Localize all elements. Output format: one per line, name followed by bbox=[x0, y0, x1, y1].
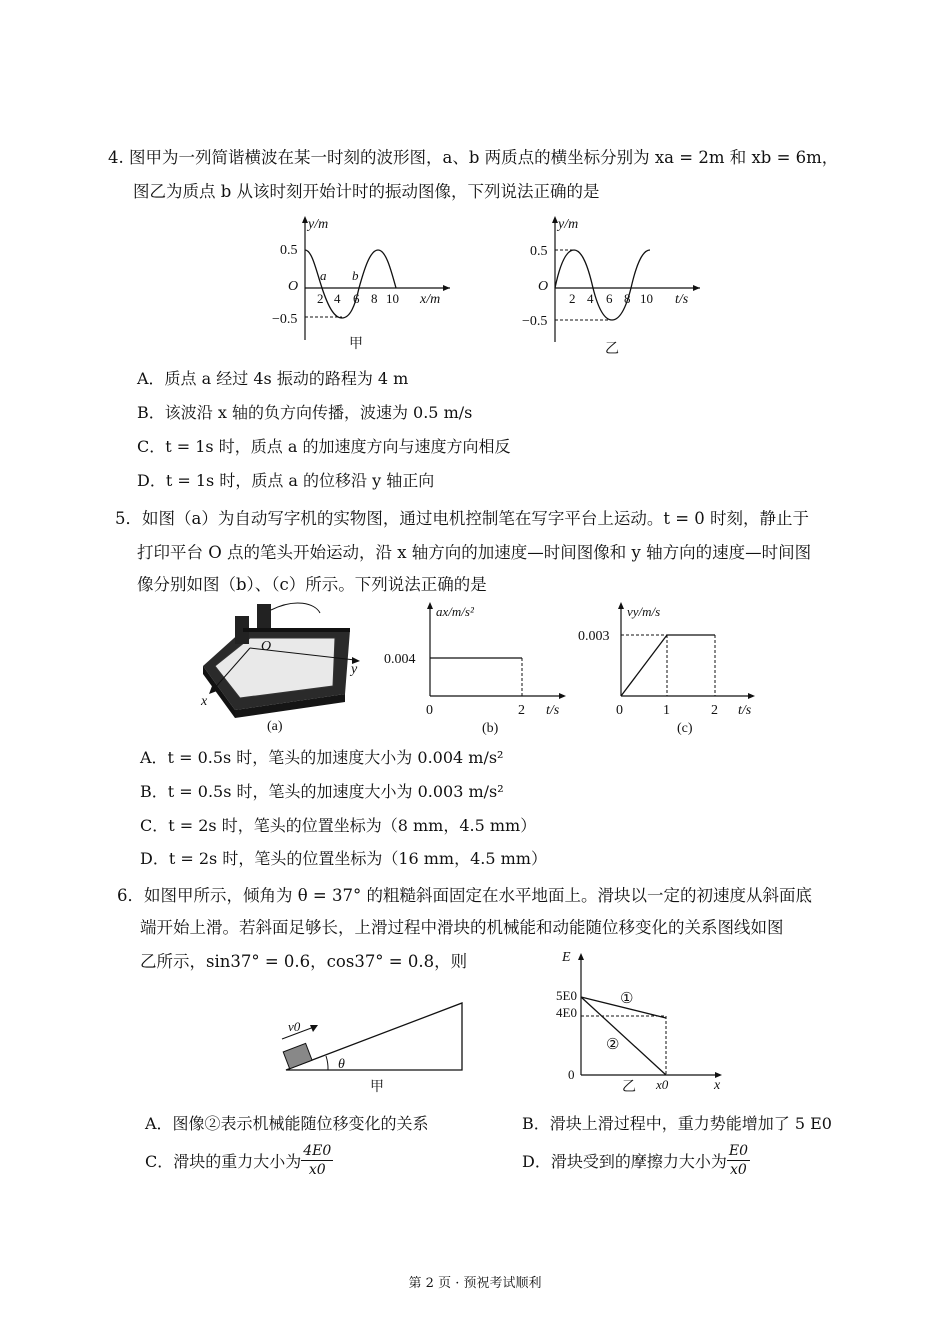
x-axis-arrow bbox=[443, 285, 450, 291]
page-footer: 第 2 页 · 预祝考试顺利 bbox=[408, 1276, 542, 1291]
q5-stem-line3: 像分别如图（b）、（c）所示。下列说法正确的是 bbox=[137, 575, 487, 594]
q5-option-c: C．t = 2s 时，笔头的位置坐标为（8 mm，4.5 mm） bbox=[140, 816, 537, 835]
tick-2: 2 bbox=[317, 291, 324, 306]
t-axis-label: t/s bbox=[675, 292, 689, 307]
q4-option-a: A．质点 a 经过 4s 振动的路程为 4 m bbox=[137, 369, 409, 388]
figure-caption: (c) bbox=[677, 721, 693, 736]
q5-figure-b bbox=[382, 598, 572, 738]
q4-figure-yi bbox=[520, 210, 710, 360]
q4-figure-jia bbox=[270, 210, 460, 355]
q6-option-c bbox=[145, 1142, 333, 1179]
value-label: 0.004 bbox=[384, 652, 416, 667]
q4-option-b: B．该波沿 x 轴的负方向传播，波速为 0.5 m/s bbox=[137, 403, 473, 422]
origin-label: O bbox=[538, 279, 549, 294]
tick-4: 4 bbox=[334, 291, 341, 306]
a-axis-label: ax/m/s² bbox=[436, 604, 474, 619]
fraction-denominator: x0 bbox=[730, 1162, 747, 1178]
q4-option-d: D．t = 1s 时，质点 a 的位移沿 y 轴正向 bbox=[137, 471, 435, 490]
q6-option-a: A．图像②表示机械能随位移变化的关系 bbox=[145, 1114, 429, 1133]
q5-stem-line1: 5．如图（a）为自动写字机的实物图，通过电机控制笔在写字平台上运动。t = 0 时刻，静止于 bbox=[115, 509, 810, 528]
q5-option-b: B．t = 0.5s 时，笔头的加速度大小为 0.003 m/s² bbox=[140, 782, 504, 801]
tick-1: 1 bbox=[663, 703, 670, 718]
tick-2: 2 bbox=[518, 703, 525, 718]
option-d-text: D．滑块受到的摩擦力大小为 bbox=[522, 1152, 727, 1171]
x-axis-label: x bbox=[714, 1078, 721, 1093]
figure-caption: (a) bbox=[267, 719, 283, 734]
q5-figure-a-machine bbox=[195, 598, 375, 738]
tick-6: 6 bbox=[606, 291, 613, 306]
q5-stem-line2: 打印平台 O 点的笔头开始运动，沿 x 轴方向的加速度—时间图像和 y 轴方向的速度—时间图 bbox=[137, 543, 812, 562]
q6-stem-line2: 端开始上滑。若斜面足够长，上滑过程中滑块的机械能和动能随位移变化的关系图线如图 bbox=[140, 918, 784, 937]
v-axis-arrow bbox=[618, 602, 624, 609]
q5-figure-c bbox=[575, 598, 765, 738]
velocity-ramp bbox=[621, 635, 667, 696]
curve-2-label: ② bbox=[606, 1037, 620, 1053]
q6-option-b: B．滑块上滑过程中，重力势能增加了 5 E0 bbox=[522, 1114, 832, 1133]
figure-caption: 乙 bbox=[605, 342, 619, 357]
cable bbox=[271, 603, 320, 613]
t-axis-arrow bbox=[748, 693, 755, 699]
e-axis-arrow bbox=[578, 953, 584, 960]
tick-2: 2 bbox=[711, 703, 718, 718]
slider-block bbox=[283, 1043, 312, 1068]
x0-label: x0 bbox=[656, 1077, 669, 1092]
theta-label: θ bbox=[338, 1057, 345, 1072]
q4-stem-line1: 4. 图甲为一列简谐横波在某一时刻的波形图，a、b 两质点的横坐标分别为 xa = 2m 和 xb = 6m， bbox=[108, 148, 839, 167]
figure-caption: 乙 bbox=[622, 1080, 636, 1095]
option-c-fraction bbox=[301, 1142, 333, 1179]
y-pos-label: 0.5 bbox=[530, 244, 548, 259]
origin-label: O bbox=[288, 279, 299, 294]
fraction-numerator: 4E0 bbox=[303, 1143, 332, 1159]
tick-8: 8 bbox=[371, 291, 378, 306]
label-5e0: 5E0 bbox=[556, 988, 577, 1003]
origin-label: 0 bbox=[616, 703, 623, 718]
pen-carriage-top bbox=[257, 604, 271, 628]
option-d-fraction bbox=[727, 1142, 750, 1179]
v-axis-label: vy/m/s bbox=[627, 604, 661, 619]
tick-8: 8 bbox=[624, 291, 631, 306]
line-2 bbox=[581, 997, 666, 1075]
origin-label: 0 bbox=[426, 703, 433, 718]
a-axis-arrow bbox=[427, 602, 433, 609]
figure-caption: 甲 bbox=[349, 337, 363, 352]
y-axis-label: y/m bbox=[308, 217, 329, 232]
q6-stem-line1: 6．如图甲所示，倾角为 θ = 37° 的粗糙斜面固定在水平地面上。滑块以一定的初速度从斜面底 bbox=[117, 886, 812, 905]
q4-option-c: C．t = 1s 时，质点 a 的加速度方向与速度方向相反 bbox=[137, 437, 511, 456]
t-axis-label: t/s bbox=[738, 703, 752, 718]
value-label: 0.003 bbox=[578, 629, 610, 644]
tick-4: 4 bbox=[587, 291, 594, 306]
y-axis-label: y bbox=[351, 662, 358, 677]
q4-stem-line2: 图乙为质点 b 从该时刻开始计时的振动图像，下列说法正确的是 bbox=[133, 182, 600, 201]
figure-caption: 甲 bbox=[370, 1080, 384, 1095]
fraction-numerator: E0 bbox=[728, 1143, 748, 1159]
point-b-label: b bbox=[352, 268, 359, 283]
t-axis-arrow bbox=[693, 285, 700, 291]
t-axis-label: t/s bbox=[546, 703, 560, 718]
vibration-curve bbox=[555, 250, 650, 320]
tick-2: 2 bbox=[569, 291, 576, 306]
origin-label: 0 bbox=[568, 1067, 575, 1082]
q6-stem-line3: 乙所示，sin37° = 0.6，cos37° = 0.8，则 bbox=[140, 952, 468, 971]
e-axis-label: E bbox=[562, 950, 571, 965]
tick-6: 6 bbox=[353, 291, 360, 306]
v0-label: v0 bbox=[288, 1019, 301, 1034]
wave-curve bbox=[305, 250, 396, 318]
y-neg-label: −0.5 bbox=[522, 314, 548, 329]
tick-10: 10 bbox=[640, 291, 653, 306]
y-neg-label: −0.5 bbox=[272, 312, 298, 327]
point-a-label: a bbox=[320, 268, 327, 283]
label-4e0: 4E0 bbox=[556, 1005, 577, 1020]
q6-figure-yi-energy bbox=[548, 945, 738, 1095]
t-axis-arrow bbox=[559, 693, 566, 699]
option-c-text: C．滑块的重力大小为 bbox=[145, 1152, 302, 1171]
figure-caption: (b) bbox=[482, 721, 499, 736]
fraction-denominator: x0 bbox=[308, 1162, 326, 1178]
q5-option-a: A．t = 0.5s 时，笔头的加速度大小为 0.004 m/s² bbox=[140, 748, 504, 767]
angle-arc bbox=[326, 1056, 328, 1070]
origin-o-label: O bbox=[261, 639, 272, 654]
x-axis-label: x/m bbox=[420, 292, 441, 307]
q6-option-d bbox=[522, 1142, 750, 1179]
y-pos-label: 0.5 bbox=[280, 243, 298, 258]
q5-option-d: D．t = 2s 时，笔头的位置坐标为（16 mm，4.5 mm） bbox=[140, 849, 547, 868]
x-axis-label: x bbox=[201, 694, 208, 709]
curve-1-label: ① bbox=[620, 991, 634, 1007]
q6-figure-jia-incline bbox=[272, 995, 472, 1100]
y-axis-label: y/m bbox=[558, 217, 579, 232]
tick-10: 10 bbox=[386, 291, 399, 306]
